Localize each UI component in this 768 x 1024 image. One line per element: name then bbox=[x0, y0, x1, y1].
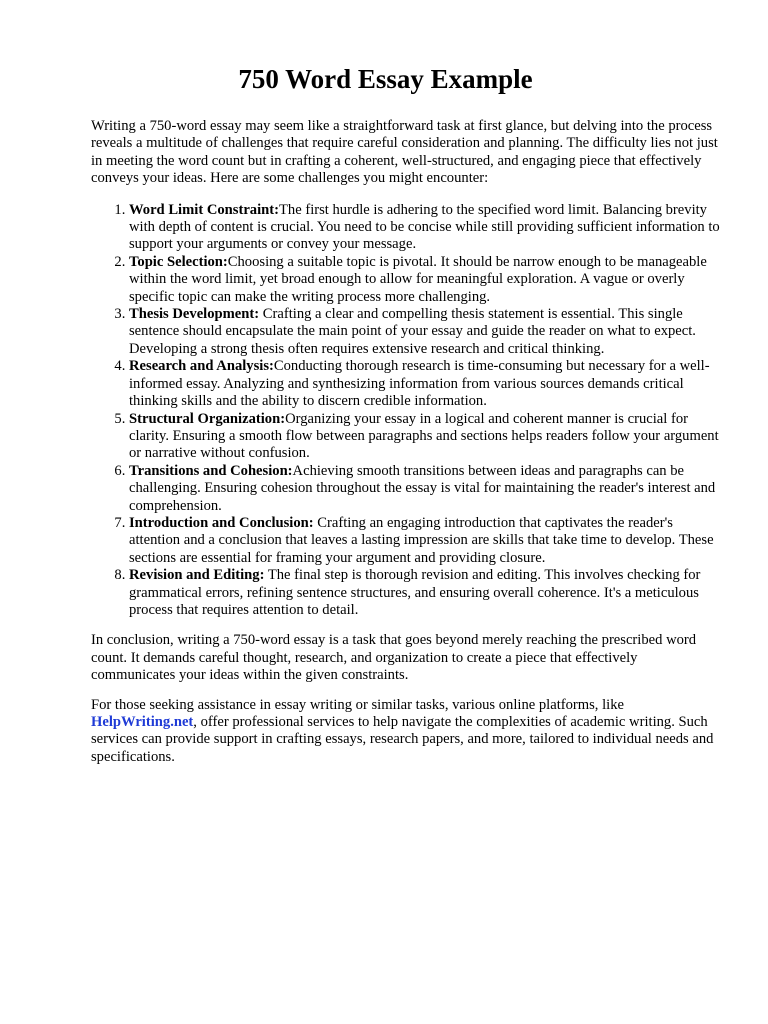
list-item bbox=[129, 358, 720, 410]
item-text: Crafting a clear and compelling thesis statement is essential. This single sentence should encapsulate the main point of your essay and guide the reader on what to expect. Developing a strong thesis often requires extensive research and critical thinking. bbox=[129, 306, 696, 357]
closing-text-after-link: , offer professional services to help navigate the complexities of academic writing. Such services can provide support in crafting essays, research papers, and more, tailored to individual needs and specifications. bbox=[91, 714, 714, 765]
item-text: The first hurdle is adhering to the specified word limit. Balancing brevity with depth of content is crucial. You need to be concise while still providing sufficient information to support your arguments or convey your message. bbox=[129, 201, 720, 253]
item-text: Conducting thorough research is time-consuming but necessary for a well-informed essay. Analyzing and synthesizing information from various sources demands critical thinking skills and the ability to discern credible information. bbox=[129, 358, 710, 410]
list-item bbox=[129, 306, 720, 358]
item-text: Choosing a suitable topic is pivotal. It should be narrow enough to be manageable within the word limit, yet broad enough to allow for meaningful exploration. A vague or overly specific topic can make the writing process more challenging. bbox=[129, 253, 707, 305]
helpwriting-link[interactable]: HelpWriting.net bbox=[91, 714, 194, 730]
item-term: Topic Selection: bbox=[129, 253, 228, 270]
item-term: Structural Organization: bbox=[129, 410, 286, 427]
list-item bbox=[129, 254, 720, 306]
item-text: Achieving smooth transitions between ideas and paragraphs can be challenging. Ensuring cohesion throughout the essay is vital for maintaining the reader's interest and comprehension. bbox=[129, 462, 716, 514]
list-item bbox=[129, 202, 720, 254]
item-term: Revision and Editing: bbox=[129, 567, 265, 584]
page-title: 750 Word Essay Example bbox=[238, 64, 533, 94]
item-text: The final step is thorough revision and editing. This involves checking for grammatical errors, refining sentence structures, and ensuring overall coherence. It's a meticulous process that requires attention to detail. bbox=[129, 567, 701, 618]
challenges-list bbox=[91, 202, 720, 620]
list-item bbox=[129, 463, 720, 515]
item-term: Thesis Development: bbox=[129, 306, 260, 323]
item-term: Research and Analysis: bbox=[129, 358, 274, 375]
list-item bbox=[129, 515, 720, 567]
closing-paragraph bbox=[91, 697, 720, 767]
item-term: Word Limit Constraint: bbox=[129, 201, 279, 218]
item-term: Transitions and Cohesion: bbox=[129, 462, 293, 479]
item-term: Introduction and Conclusion: bbox=[129, 514, 314, 531]
item-text: Organizing your essay in a logical and coherent manner is crucial for clarity. Ensuring a smooth flow between paragraphs and sections helps readers follow your argument or narrative without confusion. bbox=[129, 410, 719, 462]
item-text: Crafting an engaging introduction that captivates the reader's attention and a conclusion that leaves a lasting impression are skills that take time to develop. These sections are essential for framing your argument and providing closure. bbox=[129, 514, 714, 566]
conclusion-paragraph: In conclusion, writing a 750-word essay is a task that goes beyond merely reaching the prescribed word count. It demands careful thought, research, and organization to create a piece that effectively communicates your ideas within the given constraints. bbox=[91, 632, 697, 684]
list-item bbox=[129, 567, 720, 619]
intro-paragraph: Writing a 750-word essay may seem like a straightforward task at first glance, but delving into the process reveals a multitude of challenges that require careful consideration and planning. The difficulty lies not just in meeting the word count but in crafting a coherent, well-structured, and engaging piece that effectively conveys your ideas. Here are some challenges you might encounter: bbox=[91, 118, 718, 187]
closing-text-before-link: For those seeking assistance in essay writing or similar tasks, various online platforms, like bbox=[91, 696, 624, 713]
list-item bbox=[129, 411, 720, 463]
